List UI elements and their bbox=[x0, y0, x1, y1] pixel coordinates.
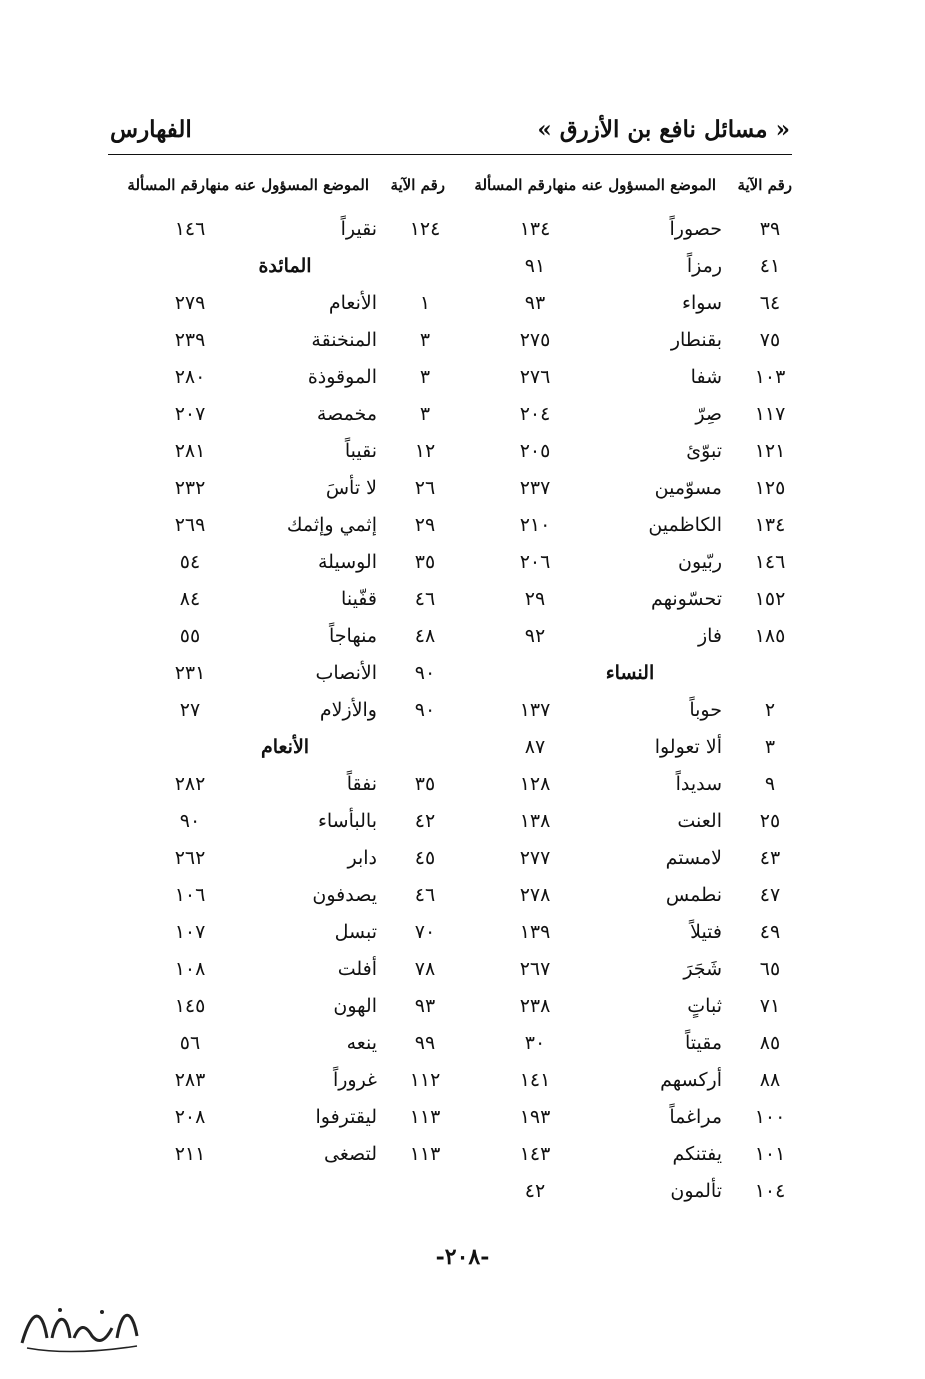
ayah-number: ٦٥ bbox=[759, 958, 781, 980]
ayah-number: ٣٥ bbox=[414, 773, 436, 795]
header-rule bbox=[108, 154, 792, 155]
question-number: ٢٣٨ bbox=[519, 995, 551, 1017]
surah-heading bbox=[125, 255, 455, 292]
ayah-number: ١١٢ bbox=[409, 1069, 441, 1091]
ayah-number: ٧٨ bbox=[414, 958, 436, 980]
ayah-number: ٣ bbox=[419, 403, 431, 425]
index-row bbox=[480, 255, 800, 292]
question-number: ٢٣٢ bbox=[174, 477, 206, 499]
ayah-number: ٩٣ bbox=[414, 995, 436, 1017]
index-row bbox=[125, 1069, 455, 1106]
question-number: ٢٦٩ bbox=[174, 514, 206, 536]
word-entry: يفتنكم bbox=[672, 1143, 722, 1165]
question-number: ١٤٦ bbox=[174, 218, 206, 240]
question-number: ١٠٧ bbox=[174, 921, 206, 943]
index-row bbox=[125, 588, 455, 625]
question-number: ٢٨٣ bbox=[174, 1069, 206, 1091]
word-entry: أركسهم bbox=[660, 1069, 722, 1091]
running-header-section: الفهارس bbox=[110, 116, 192, 143]
index-row bbox=[480, 551, 800, 588]
index-row bbox=[480, 921, 800, 958]
word-entry: تبسل bbox=[334, 921, 377, 943]
word-entry: لامستم bbox=[665, 847, 722, 869]
ayah-number: ١٤٦ bbox=[754, 551, 786, 573]
word-entry: بقنطار bbox=[670, 329, 722, 351]
question-number: ١٠٨ bbox=[174, 958, 206, 980]
header-question: رقم المسألة bbox=[474, 176, 552, 194]
ayah-number: ٨٥ bbox=[759, 1032, 781, 1054]
ayah-number: ١٠٣ bbox=[754, 366, 786, 388]
word-entry: ينعه bbox=[346, 1032, 377, 1054]
ayah-number: ٣٩ bbox=[759, 218, 781, 240]
question-number: ٢٠٥ bbox=[519, 440, 551, 462]
word-entry: ثباتٍ bbox=[687, 995, 722, 1017]
word-entry: نفقاً bbox=[346, 773, 377, 795]
ayah-number: ٧٠ bbox=[414, 921, 436, 943]
question-number: ١٤٥ bbox=[174, 995, 206, 1017]
word-entry: قفّينا bbox=[341, 588, 377, 610]
question-number: ٢٧ bbox=[179, 699, 201, 721]
index-row bbox=[480, 995, 800, 1032]
index-row bbox=[480, 292, 800, 329]
ayah-number: ٤٦ bbox=[414, 884, 436, 906]
question-number: ٢٧٦ bbox=[519, 366, 551, 388]
word-entry: مقيتاً bbox=[684, 1032, 722, 1054]
index-row bbox=[125, 921, 455, 958]
question-number: ٢٣٧ bbox=[519, 477, 551, 499]
index-row bbox=[480, 625, 800, 662]
question-number: ٢٦٢ bbox=[174, 847, 206, 869]
ayah-number: ٤٦ bbox=[414, 588, 436, 610]
publisher-logo bbox=[12, 1298, 147, 1358]
word-entry: والأزلام bbox=[319, 699, 377, 721]
word-entry: نطمس bbox=[665, 884, 722, 906]
question-number: ٢٠٧ bbox=[174, 403, 206, 425]
index-row bbox=[125, 884, 455, 921]
ayah-number: ١٢٤ bbox=[409, 218, 441, 240]
index-row bbox=[125, 218, 455, 255]
ayah-number: ٩٠ bbox=[414, 699, 436, 721]
index-row bbox=[125, 514, 455, 551]
header-question: رقم المسألة bbox=[127, 176, 205, 194]
word-entry: ربّيون bbox=[678, 551, 722, 573]
ayah-number: ١٢١ bbox=[754, 440, 786, 462]
surah-name: المائدة bbox=[258, 255, 312, 277]
header-ayah: رقم الآية bbox=[390, 176, 445, 194]
ayah-number: ٤٩ bbox=[759, 921, 781, 943]
ayah-number: ١٠١ bbox=[754, 1143, 786, 1165]
question-number: ٩٢ bbox=[524, 625, 546, 647]
question-number: ٢٠٤ bbox=[519, 403, 551, 425]
question-number: ٥٥ bbox=[179, 625, 201, 647]
ayah-number: ١١٣ bbox=[409, 1106, 441, 1128]
ayah-number: ٢ bbox=[764, 699, 776, 721]
word-entry: شفا bbox=[690, 366, 722, 388]
ayah-number: ٩٩ bbox=[414, 1032, 436, 1054]
question-number: ٢٣١ bbox=[174, 662, 206, 684]
ayah-number: ٤٥ bbox=[414, 847, 436, 869]
question-number: ٢٧٥ bbox=[519, 329, 551, 351]
index-row bbox=[125, 292, 455, 329]
ayah-number: ٣٥ bbox=[414, 551, 436, 573]
word-entry: تحسّونهم bbox=[650, 588, 722, 610]
question-number: ٢٨١ bbox=[174, 440, 206, 462]
index-row bbox=[480, 773, 800, 810]
word-entry: رمزاً bbox=[686, 255, 722, 277]
question-number: ٨٤ bbox=[179, 588, 201, 610]
question-number: ٢١١ bbox=[174, 1143, 206, 1165]
ayah-number: ٩٠ bbox=[414, 662, 436, 684]
word-entry: غروراً bbox=[332, 1069, 377, 1091]
question-number: ٩١ bbox=[524, 255, 546, 277]
right-index-column bbox=[480, 218, 800, 1217]
ayah-number: ٢٥ bbox=[759, 810, 781, 832]
question-number: ٢٠٦ bbox=[519, 551, 551, 573]
ayah-number: ١٠٤ bbox=[754, 1180, 786, 1202]
ayah-number: ١٢٥ bbox=[754, 477, 786, 499]
surah-heading bbox=[125, 736, 455, 773]
surah-name: النساء bbox=[605, 662, 655, 684]
word-entry: لا تأسَ bbox=[325, 477, 377, 499]
question-number: ١٩٣ bbox=[519, 1106, 551, 1128]
question-number: ٩٠ bbox=[179, 810, 201, 832]
word-entry: دابر bbox=[347, 847, 377, 869]
question-number: ٢٨٠ bbox=[174, 366, 206, 388]
index-row bbox=[480, 810, 800, 847]
ayah-number: ١٨٥ bbox=[754, 625, 786, 647]
word-entry: حصوراً bbox=[669, 218, 722, 240]
index-row bbox=[480, 1143, 800, 1180]
index-row bbox=[125, 440, 455, 477]
word-entry: مخمصة bbox=[316, 403, 377, 425]
word-entry: ليقترفوا bbox=[315, 1106, 377, 1128]
index-row bbox=[125, 329, 455, 366]
ayah-number: ٣ bbox=[419, 366, 431, 388]
word-entry: سواء bbox=[682, 292, 722, 314]
index-row bbox=[480, 329, 800, 366]
word-entry: مراغماً bbox=[669, 1106, 722, 1128]
ayah-number: ٤٢ bbox=[414, 810, 436, 832]
index-row bbox=[125, 1106, 455, 1143]
index-row bbox=[125, 847, 455, 884]
question-number: ٢٦٧ bbox=[519, 958, 551, 980]
index-row bbox=[480, 403, 800, 440]
question-number: ٢٩ bbox=[524, 588, 546, 610]
question-number: ٥٤ bbox=[179, 551, 201, 573]
question-number: ٢٠٨ bbox=[174, 1106, 206, 1128]
index-row bbox=[125, 958, 455, 995]
index-row bbox=[125, 1143, 455, 1180]
ayah-number: ٤٧ bbox=[759, 884, 781, 906]
index-row bbox=[480, 958, 800, 995]
question-number: ٢٧٩ bbox=[174, 292, 206, 314]
question-number: ١٣٩ bbox=[519, 921, 551, 943]
question-number: ٢١٠ bbox=[519, 514, 551, 536]
word-entry: الهون bbox=[333, 995, 377, 1017]
ayah-number: ١٠٠ bbox=[754, 1106, 786, 1128]
question-number: ٤٢ bbox=[524, 1180, 546, 1202]
index-row bbox=[480, 884, 800, 921]
ayah-number: ١٢ bbox=[414, 440, 436, 462]
word-entry: فتيلاً bbox=[690, 921, 722, 943]
ayah-number: ٦٤ bbox=[759, 292, 781, 314]
word-entry: الكاظمين bbox=[648, 514, 722, 536]
word-entry: نقيباً bbox=[344, 440, 377, 462]
word-entry: المنخنقة bbox=[311, 329, 377, 351]
index-row bbox=[480, 699, 800, 736]
word-entry: إثمي وإثمك bbox=[286, 514, 377, 536]
index-row bbox=[480, 588, 800, 625]
index-row bbox=[125, 625, 455, 662]
question-number: ٢٧٧ bbox=[519, 847, 551, 869]
question-number: ١٤٣ bbox=[519, 1143, 551, 1165]
question-number: ١٤١ bbox=[519, 1069, 551, 1091]
word-entry: حوباً bbox=[689, 699, 722, 721]
ayah-number: ٣ bbox=[419, 329, 431, 351]
word-entry: الأنعام bbox=[328, 292, 377, 314]
left-column-headers bbox=[125, 176, 445, 200]
running-header-title: « مسائل نافع بن الأزرق » bbox=[537, 116, 790, 143]
index-row bbox=[125, 551, 455, 588]
right-column-headers bbox=[472, 176, 792, 200]
question-number: ١٠٦ bbox=[174, 884, 206, 906]
page-number: -٢٠٨- bbox=[435, 1244, 490, 1270]
word-entry: يصدفون bbox=[312, 884, 377, 906]
question-number: ١٣٨ bbox=[519, 810, 551, 832]
word-entry: مسوّمين bbox=[654, 477, 722, 499]
index-row bbox=[480, 366, 800, 403]
word-entry: ألا تعولوا bbox=[654, 736, 722, 758]
question-number: ٢٧٨ bbox=[519, 884, 551, 906]
question-number: ٣٠ bbox=[524, 1032, 546, 1054]
question-number: ٩٣ bbox=[524, 292, 546, 314]
index-row bbox=[480, 218, 800, 255]
ayah-number: ١١٣ bbox=[409, 1143, 441, 1165]
ayah-number: ١ bbox=[419, 292, 431, 314]
word-entry: العنت bbox=[677, 810, 722, 832]
question-number: ٢٨٢ bbox=[174, 773, 206, 795]
word-entry: الأنصاب bbox=[315, 662, 377, 684]
index-row bbox=[125, 1032, 455, 1069]
header-ayah: رقم الآية bbox=[737, 176, 792, 194]
ayah-number: ١١٧ bbox=[754, 403, 786, 425]
question-number: ٥٦ bbox=[179, 1032, 201, 1054]
word-entry: الموقوذة bbox=[307, 366, 377, 388]
question-number: ٨٧ bbox=[524, 736, 546, 758]
index-row bbox=[480, 736, 800, 773]
word-entry: أفلت bbox=[337, 958, 377, 980]
word-entry: فاز bbox=[697, 625, 722, 647]
word-entry: بالبأساء bbox=[317, 810, 377, 832]
ayah-number: ١٥٢ bbox=[754, 588, 786, 610]
index-row bbox=[480, 477, 800, 514]
word-entry: الوسيلة bbox=[317, 551, 377, 573]
word-entry: نقيراً bbox=[340, 218, 377, 240]
header-word: الموضع المسؤول عنه منها bbox=[552, 176, 716, 194]
index-row bbox=[480, 1069, 800, 1106]
word-entry: شَجَرَ bbox=[683, 958, 722, 980]
surah-name: الأنعام bbox=[260, 736, 310, 758]
surah-heading bbox=[480, 662, 800, 699]
question-number: ١٣٧ bbox=[519, 699, 551, 721]
index-row bbox=[125, 810, 455, 847]
index-row bbox=[125, 366, 455, 403]
ayah-number: ٣ bbox=[764, 736, 776, 758]
left-index-column bbox=[125, 218, 455, 1180]
ayah-number: ٢٩ bbox=[414, 514, 436, 536]
index-row bbox=[125, 477, 455, 514]
index-row bbox=[480, 1106, 800, 1143]
index-row bbox=[125, 699, 455, 736]
word-entry: منهاجاً bbox=[329, 625, 377, 647]
index-row bbox=[480, 440, 800, 477]
ayah-number: ٨٨ bbox=[759, 1069, 781, 1091]
index-row bbox=[480, 1032, 800, 1069]
index-row bbox=[480, 514, 800, 551]
ayah-number: ٧١ bbox=[759, 995, 781, 1017]
index-row bbox=[480, 847, 800, 884]
word-entry: لتصغى bbox=[323, 1143, 377, 1165]
word-entry: صِرّ bbox=[695, 403, 722, 425]
ayah-number: ٤٨ bbox=[414, 625, 436, 647]
ayah-number: ٤٣ bbox=[759, 847, 781, 869]
word-entry: تبوّئ bbox=[686, 440, 722, 462]
question-number: ١٣٤ bbox=[519, 218, 551, 240]
index-row bbox=[125, 995, 455, 1032]
ayah-number: ٢٦ bbox=[414, 477, 436, 499]
word-entry: تألمون bbox=[670, 1180, 722, 1202]
question-number: ٢٣٩ bbox=[174, 329, 206, 351]
question-number: ١٢٨ bbox=[519, 773, 551, 795]
index-row bbox=[125, 773, 455, 810]
ayah-number: ١٣٤ bbox=[754, 514, 786, 536]
word-entry: سديداً bbox=[675, 773, 722, 795]
index-row bbox=[125, 662, 455, 699]
ayah-number: ٤١ bbox=[759, 255, 781, 277]
index-row bbox=[125, 403, 455, 440]
ayah-number: ٧٥ bbox=[759, 329, 781, 351]
index-row bbox=[480, 1180, 800, 1217]
header-word: الموضع المسؤول عنه منها bbox=[205, 176, 369, 194]
ayah-number: ٩ bbox=[764, 773, 776, 795]
